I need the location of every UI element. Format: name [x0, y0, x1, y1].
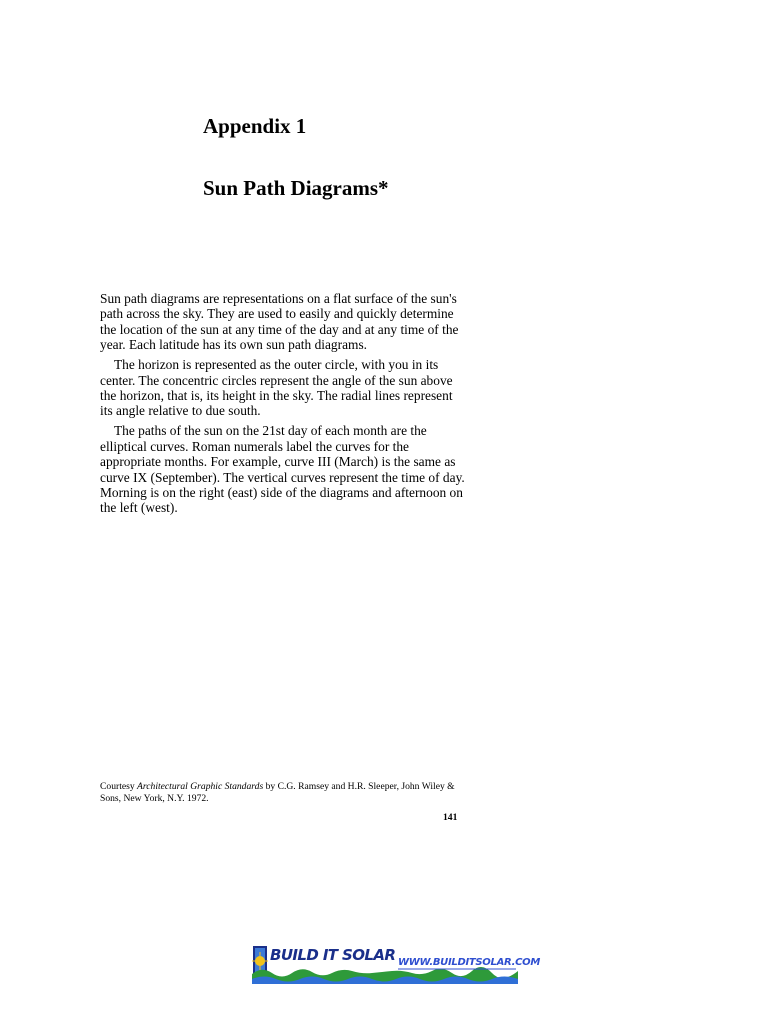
- paragraph-intro: Sun path diagrams are representations on a flat surface of the sun's path across the sky. They are used to easily and quickly determine the location of the sun at any time of the day and at any time of the year. Each latitude has its own sun path diagrams.: [100, 291, 459, 353]
- banner-logo-text: BUILD IT SOLAR: [270, 946, 396, 964]
- banner-url-link[interactable]: WWW.BUILDITSOLAR.COM: [398, 957, 540, 968]
- footnote: [100, 781, 470, 805]
- section-title: Sun Path Diagrams*: [203, 176, 389, 200]
- appendix-heading: Appendix 1: [203, 114, 307, 138]
- footnote-book-title: Architectural Graphic Standards: [137, 781, 264, 792]
- build-it-solar-banner[interactable]: [252, 944, 540, 984]
- paragraph-horizon: The horizon is represented as the outer circle, with you in its center. The concentric circles represent the angle of the sun above the horizon, that is, its height in the sky. The radial lines represent its angle relative to due south.: [100, 357, 453, 419]
- page-number: 141: [443, 812, 458, 823]
- paragraph-paths: The paths of the sun on the 21st day of each month are the elliptical curves. Roman numerals label the curves for the appropriate months. For example, curve III (March) is the same as curve IX (September). The vertical curves represent the time of day. Morning is on the right (east) side of the diagrams and afternoon on the left (west).: [100, 423, 465, 516]
- footnote-suffix: by C.G. Ramsey and H.R. Sleeper, John Wiley & Sons, New York, N.Y. 1972.: [100, 781, 455, 805]
- footnote-prefix: Courtesy: [100, 781, 138, 792]
- body-text: [100, 291, 465, 520]
